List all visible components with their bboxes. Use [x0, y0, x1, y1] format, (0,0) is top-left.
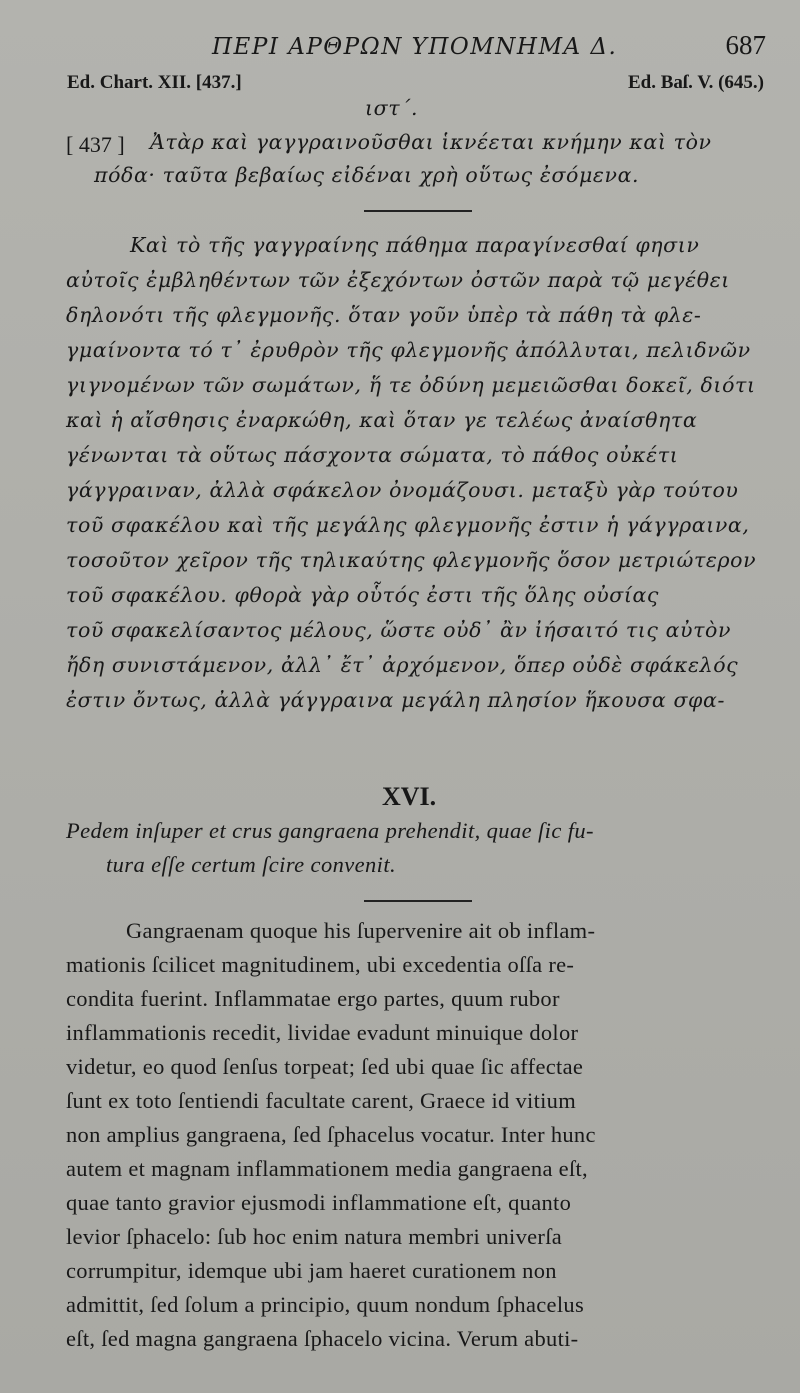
greek-commentary-line: ἐστιν ὄντως, ἀλλὰ γάγγραινα μεγάλη πλησίον ἥκουσα σφα- [66, 688, 725, 712]
latin-commentary-line: non amplius gangraena, ſed ſphacelus vocatur. Inter hunc [66, 1122, 596, 1147]
latin-section-number: XVI. [382, 782, 437, 811]
divider-rule [364, 210, 472, 212]
latin-lemma-line: Pedem inſuper et crus gangraena prehendit, quae ſic fu- [66, 818, 594, 843]
greek-section-number: ιστ΄. [365, 96, 419, 120]
greek-commentary-line: γιγνομένων τῶν σωμάτων, ἥ τε ὀδύνη μεμειῶσθαι δοκεῖ, διότι [66, 373, 756, 397]
latin-commentary-line: mationis ſcilicet magnitudinem, ubi excedentia oſſa re- [66, 952, 575, 977]
latin-commentary-line: admittit, ſed ſolum a principio, quum nondum ſphacelus [66, 1292, 584, 1317]
greek-lemma-line: πόδα· ταῦτα βεβαίως εἰδέναι χρὴ οὕτως ἐσόμενα. [94, 163, 640, 187]
greek-lemma-line: Ἀτὰρ καὶ γαγγραινοῦσθαι ἱκνέεται κνήμην καὶ τὸν [150, 130, 712, 154]
latin-commentary-line: corrumpitur, idemque ubi jam haeret curationem non [66, 1258, 557, 1283]
edition-ref-basel: Ed. Baſ. V. (645.) [627, 72, 764, 93]
running-head [0, 30, 800, 64]
greek-commentary-line: τοῦ σφακέλου καὶ τῆς μεγάλης φλεγμονῆς ἐστιν ἡ γάγγραινα, [66, 513, 750, 537]
latin-commentary-line: levior ſphacelo: ſub hoc enim natura membri univerſa [66, 1224, 563, 1249]
latin-commentary-line: quae tanto gravior ejusmodi inflammatione eſt, quanto [66, 1190, 572, 1215]
greek-commentary-line: γμαίνοντα τό τ᾽ ἐρυθρὸν τῆς φλεγμονῆς ἀπόλλυται, πελιδνῶν [66, 338, 751, 362]
latin-commentary-line: eſt, ſed magna gangraena ſphacelo vicina. Verum abuti- [66, 1326, 579, 1351]
latin-commentary-line: Gangraenam quoque his ſupervenire ait ob inflam- [126, 918, 596, 943]
greek-commentary-line: γένωνται τὰ οὕτως πάσχοντα σώματα, τὸ πάθος οὐκέτι [66, 443, 679, 467]
latin-lemma-line: tura eſſe certum ſcire convenit. [106, 852, 396, 877]
greek-commentary-line: γάγγραιναν, ἀλλὰ σφάκελον ὀνομάζουσι. μεταξὺ γὰρ τούτου [66, 478, 739, 502]
greek-commentary-line: αὐτοῖς ἐμβληθέντων τῶν ἐξεχόντων ὀστῶν παρὰ τῷ μεγέθει [66, 268, 730, 292]
greek-commentary-line: καὶ ἡ αἴσθησις ἐναρκώθη, καὶ ὅταν γε τελέως ἀναίσθητα [66, 408, 698, 432]
greek-commentary-line: τοσοῦτον χεῖρον τῆς τηλικαύτης φλεγμονῆς ὅσον μετριώτερον [66, 548, 757, 572]
running-title: ΠΕΡΙ ΑΡΘΡΩΝ ΥΠΟΜΝΗΜΑ Δ. [212, 34, 618, 60]
greek-commentary-line: δηλονότι τῆς φλεγμονῆς. ὅταν γοῦν ὑπὲρ τὰ πάθη τὰ φλε- [66, 303, 702, 327]
greek-commentary-line: τοῦ σφακέλου. φθορὰ γὰρ οὗτός ἐστι τῆς ὅλης οὐσίας [66, 583, 660, 607]
latin-commentary-line: videtur, eo quod ſenſus torpeat; ſed ubi quae ſic affectae [66, 1054, 584, 1079]
divider-rule [364, 900, 472, 902]
page-marker: [ 437 ] [66, 132, 125, 157]
edition-ref-chartier: Ed. Chart. XII. [437.] [67, 72, 242, 93]
page-number: 687 [725, 30, 766, 60]
latin-commentary-line: inflammationis recedit, lividae evadunt minuique dolor [66, 1020, 579, 1045]
latin-commentary-line: ſunt ex toto ſentiendi facultate carent, Graece id vitium [66, 1088, 577, 1113]
greek-commentary-line: τοῦ σφακελίσαντος μέλους, ὥστε οὐδ᾽ ἂν ἰήσαιτό τις αὐτὸν [66, 618, 732, 642]
greek-commentary-line: Καὶ τὸ τῆς γαγγραίνης πάθημα παραγίνεσθαί φησιν [130, 233, 700, 257]
greek-commentary-line: ἤδη συνιστάμενον, ἀλλ᾽ ἔτ᾽ ἀρχόμενον, ὅπερ οὐδὲ σφάκελός [66, 653, 739, 677]
latin-commentary-line: condita fuerint. Inflammatae ergo partes, quum rubor [66, 986, 560, 1011]
latin-commentary-line: autem et magnam inflammationem media gangraena eſt, [66, 1156, 588, 1181]
